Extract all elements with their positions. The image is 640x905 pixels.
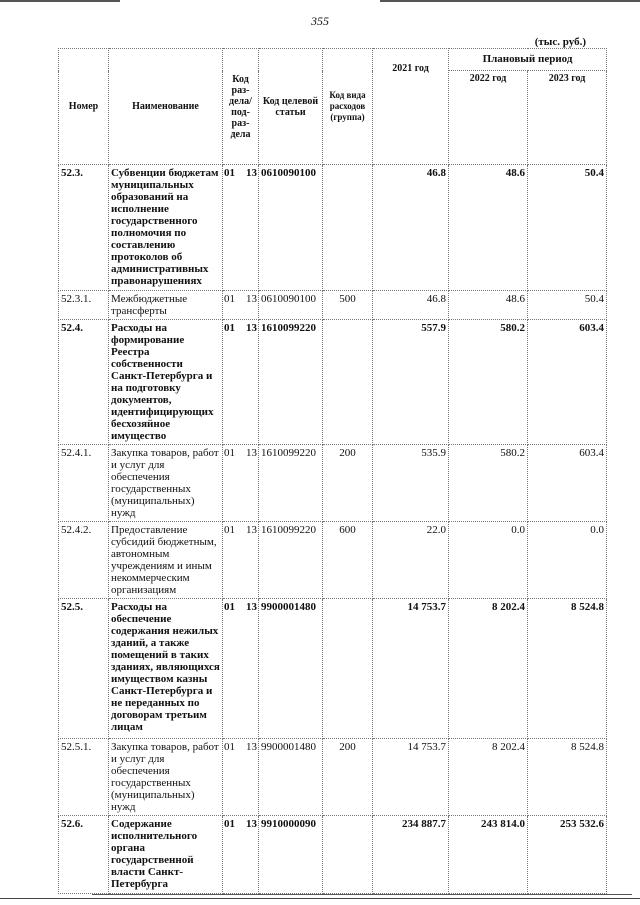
row-value-2021: 234 887.7 [373,816,449,894]
row-section-code [223,739,259,816]
units-label: (тыс. руб.) [534,36,586,48]
row-expense-code: 200 [323,445,373,522]
podrazdel-code: 13 [246,322,257,334]
budget-table [58,48,607,894]
scan-edge-top-left [0,0,120,2]
razdel-code: 01 [224,524,235,536]
row-name: Закупка товаров, работ и услуг для обеспечения государственных (муниципальных) нужд [109,739,223,816]
razdel-code: 01 [224,322,235,334]
row-target-code: 1610099220 [259,445,323,522]
razdel-code: 01 [224,818,235,830]
row-value-2022: 48.6 [449,291,528,320]
table-row [59,320,607,445]
row-value-2021: 46.8 [373,291,449,320]
row-expense-code [323,320,373,445]
table-header [59,49,607,165]
row-value-2022: 48.6 [449,165,528,291]
row-number: 52.3. [59,165,109,291]
podrazdel-code: 13 [246,293,257,305]
podrazdel-code: 13 [246,741,257,753]
row-value-2022: 8 202.4 [449,599,528,739]
row-value-2023: 50.4 [528,291,607,320]
row-value-2023: 50.4 [528,165,607,291]
row-expense-code [323,165,373,291]
podrazdel-code: 13 [246,447,257,459]
row-value-2021: 22.0 [373,522,449,599]
row-target-code: 1610099220 [259,522,323,599]
row-name: Закупка товаров, работ и услуг для обеспечения государственных (муниципальных) нужд [109,445,223,522]
table-row [59,522,607,599]
row-section-code [223,445,259,522]
scan-edge-top-right [380,0,640,2]
row-name: Межбюджетные трансферты [109,291,223,320]
row-target-code: 0610090100 [259,291,323,320]
row-value-2021: 46.8 [373,165,449,291]
header-name: Наименование [109,49,223,165]
row-value-2022: 580.2 [449,320,528,445]
scan-edge-bottom [0,898,640,899]
row-value-2022: 8 202.4 [449,739,528,816]
row-section-code [223,522,259,599]
row-section-code [223,165,259,291]
row-expense-code: 600 [323,522,373,599]
table-row [59,816,607,894]
table-row [59,291,607,320]
row-name: Содержание исполнительного органа государственной власти Санкт-Петербурга [109,816,223,894]
row-value-2021: 535.9 [373,445,449,522]
row-value-2022: 0.0 [449,522,528,599]
row-number: 52.6. [59,816,109,894]
header-number: Номер [59,49,109,165]
row-number: 52.5. [59,599,109,739]
row-number: 52.4.1. [59,445,109,522]
row-target-code: 1610099220 [259,320,323,445]
header-plan-period: Плановый период [449,49,607,71]
podrazdel-code: 13 [246,818,257,830]
podrazdel-code: 13 [246,601,257,613]
row-target-code: 0610090100 [259,165,323,291]
header-2023: 2023 год [528,71,607,165]
razdel-code: 01 [224,741,235,753]
header-2022: 2022 год [449,71,528,165]
table-body [59,165,607,894]
row-number: 52.3.1. [59,291,109,320]
row-number: 52.4. [59,320,109,445]
header-section: Код раз-дела/ под-раз-дела [223,49,259,165]
podrazdel-code: 13 [246,524,257,536]
row-expense-code: 200 [323,739,373,816]
row-expense-code [323,816,373,894]
razdel-code: 01 [224,601,235,613]
row-section-code [223,599,259,739]
row-value-2021: 557.9 [373,320,449,445]
razdel-code: 01 [224,167,235,179]
razdel-code: 01 [224,293,235,305]
row-value-2023: 8 524.8 [528,599,607,739]
row-number: 52.5.1. [59,739,109,816]
row-section-code [223,320,259,445]
table-row [59,599,607,739]
row-name: Предоставление субсидий бюджетным, автономным учреждениям и иным некоммерческим организациям [109,522,223,599]
table-row [59,165,607,291]
row-value-2023: 0.0 [528,522,607,599]
header-expense-type: Код вида расходов (группа) [323,49,373,165]
page-number: 355 [311,14,329,28]
row-target-code: 9910000090 [259,816,323,894]
row-target-code: 9900001480 [259,599,323,739]
row-value-2021: 14 753.7 [373,599,449,739]
row-name: Субвенции бюджетам муниципальных образований на исполнение государственного полномочия по составлению протоколов об административных правонарушениях [109,165,223,291]
row-value-2022: 243 814.0 [449,816,528,894]
row-expense-code: 500 [323,291,373,320]
table-row [59,739,607,816]
row-expense-code [323,599,373,739]
podrazdel-code: 13 [246,167,257,179]
row-value-2022: 580.2 [449,445,528,522]
row-target-code: 9900001480 [259,739,323,816]
row-value-2023: 253 532.6 [528,816,607,894]
row-name: Расходы на формирование Реестра собственности Санкт-Петербурга и на подготовку документов, идентифицирующих бесхозяйное имущество [109,320,223,445]
row-value-2023: 603.4 [528,320,607,445]
header-2021: 2021 год [373,49,449,165]
row-section-code [223,816,259,894]
row-number: 52.4.2. [59,522,109,599]
row-value-2023: 603.4 [528,445,607,522]
scan-line-bottom [92,894,632,895]
row-value-2023: 8 524.8 [528,739,607,816]
row-section-code [223,291,259,320]
row-name: Расходы на обеспечение содержания нежилых зданий, а также помещений в таких зданиях, являющихся имуществом казны Санкт-Петербурга и не переданных по договорам третьим лицам [109,599,223,739]
table-row [59,445,607,522]
row-value-2021: 14 753.7 [373,739,449,816]
razdel-code: 01 [224,447,235,459]
header-target: Код целевой статьи [259,49,323,165]
